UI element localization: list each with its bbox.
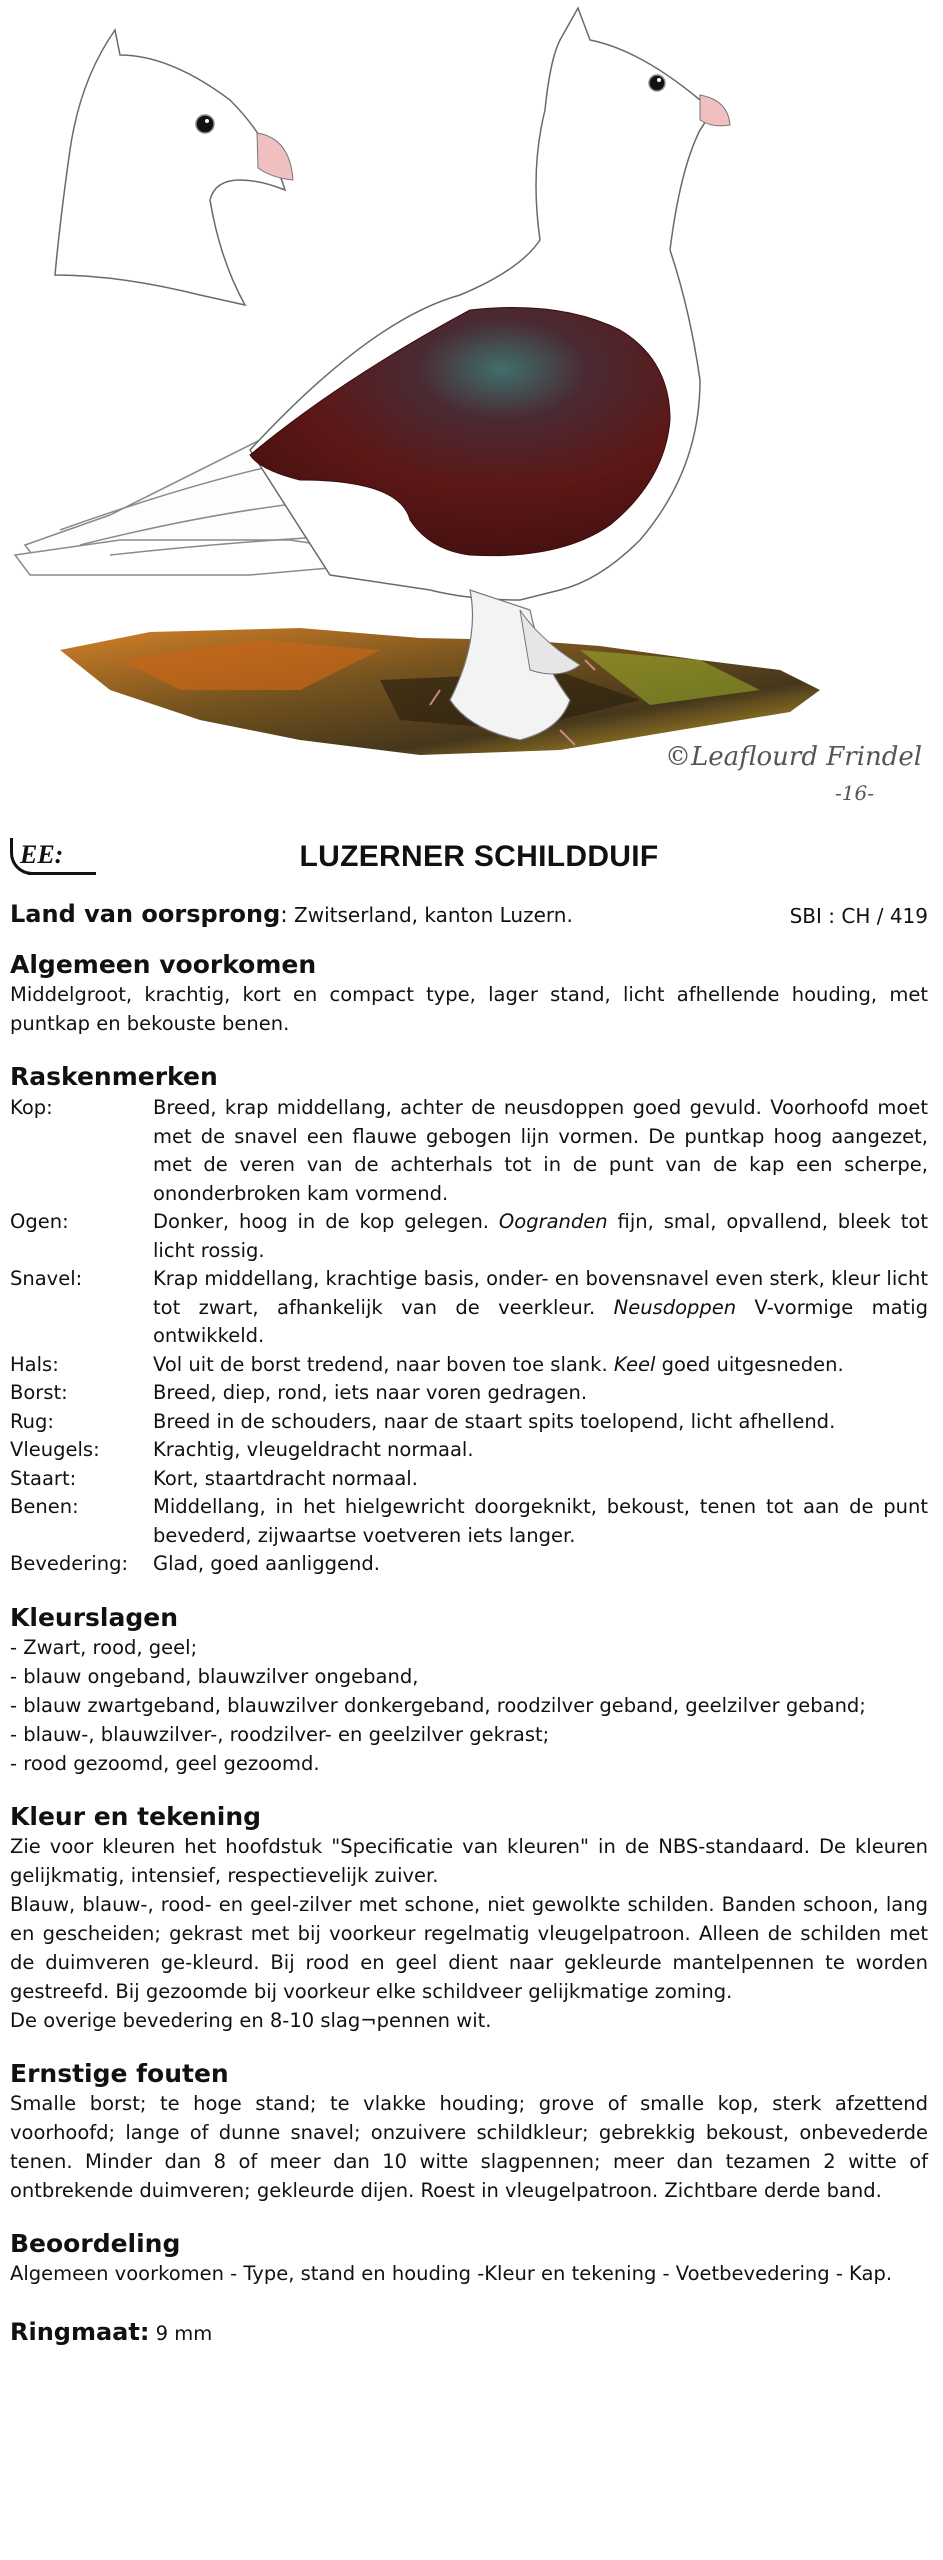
trait-value: Krachtig, vleugeldracht normaal. xyxy=(153,1438,474,1461)
trait-key: Borst: xyxy=(10,1381,68,1404)
sbi-code: SBI : CH / 419 xyxy=(789,904,928,928)
trait-row-bevedering xyxy=(10,1550,928,1579)
section-traits xyxy=(10,1062,928,1579)
trait-key: Kop: xyxy=(10,1096,53,1119)
section-faults xyxy=(10,2059,928,2205)
section-text: Algemeen voorkomen - Type, stand en houding -Kleur en tekening - Voetbevedering - Kap. xyxy=(10,2261,893,2285)
breed-standard-page xyxy=(10,832,928,2346)
color-list-item: - blauw-, blauwzilver-, roodzilver- en geelzilver gekrast; xyxy=(10,1722,550,1746)
section-heading: Algemeen voorkomen xyxy=(10,950,317,979)
trait-value-text: Donker, hoog in de kop gelegen. xyxy=(153,1210,499,1233)
origin-separator: : xyxy=(280,903,288,928)
trait-value-text: Vol uit de borst tredend, naar boven toe slank. xyxy=(153,1352,614,1376)
color-list xyxy=(10,1633,928,1778)
trait-key: Vleugels: xyxy=(10,1438,100,1461)
section-text: Middelgroot, krachtig, kort en compact type, lager stand, licht afhellende houding, met puntkap en bekouste benen. xyxy=(10,983,928,1035)
trait-row-vleugels xyxy=(10,1436,928,1465)
trait-value: Middellang, in het hielgewricht doorgeknikt, bekoust, tenen tot aan de punt bevederd, zijwaartse voetveren iets langer. xyxy=(153,1495,928,1547)
section-judging xyxy=(10,2229,928,2288)
section-paragraph: De overige bevedering en 8-10 slag¬pennen wit. xyxy=(10,2008,492,2032)
trait-row-benen xyxy=(10,1493,928,1550)
origin-row xyxy=(10,900,928,940)
trait-value-text: V-vormige matig ontwikkeld. xyxy=(153,1295,928,1347)
trait-row-ogen xyxy=(10,1208,928,1265)
trait-key: Rug: xyxy=(10,1409,54,1433)
trait-row-staart xyxy=(10,1465,928,1494)
trait-value-text: goed uitgesneden. xyxy=(655,1352,844,1376)
section-marking xyxy=(10,1802,928,2035)
trait-key: Snavel: xyxy=(10,1267,83,1290)
trait-key: Hals: xyxy=(10,1352,59,1376)
section-heading: Ernstige fouten xyxy=(10,2058,229,2088)
section-colors xyxy=(10,1603,928,1778)
color-list-item: - blauw ongeband, blauwzilver ongeband, xyxy=(10,1664,419,1688)
traits-table xyxy=(10,1094,928,1579)
section-text: Smalle borst; te hoge stand; te vlakke houding; grove of smalle kop, sterk afzettend voorhoofd; lange of dunne snavel; onzuivere schildkleur; gebrekkig bekoust, onbevederde tenen. Minder dan 8 of meer dan 10 witte slagpennen; meer dan tezamen 2 witte of ontbrekende duimveren; gekleurde dijen. Roest in vleugelpatroon. Zichtbare derde band. xyxy=(10,2091,928,2202)
ring-size-value: 9 mm xyxy=(149,2321,213,2345)
artist-signature-year: -16- xyxy=(835,781,874,805)
section-paragraph: Blauw, blauw-, rood- en geel-zilver met schone, niet gewolkte schilden. Banden schoon, lang en gescheiden; gekrast met bij voorkeur regelmatig vleugelpatroon. Alleen de schilden met de duimveren ge-kleurd. Bij rood en geel dient naar gekleurde mantelpennen te worden gestreefd. Bij gezoomde bij voorkeur elke schildveer gelijkmatige zoming. xyxy=(10,1892,928,2003)
trait-key: Staart: xyxy=(10,1466,77,1490)
trait-row-snavel xyxy=(10,1265,928,1351)
title-row xyxy=(10,832,928,892)
page-title: LUZERNER SCHILDDUIF xyxy=(299,840,659,873)
section-heading: Raskenmerken xyxy=(10,1062,218,1091)
section-heading: Kleur en tekening xyxy=(10,1801,262,1831)
trait-value-term: Oogranden xyxy=(498,1210,608,1233)
trait-key: Ogen: xyxy=(10,1210,69,1233)
trait-row-hals xyxy=(10,1351,928,1380)
ee-logo-text: EE: xyxy=(20,840,64,869)
trait-value-text: Krap middellang, krachtige basis, onder- en bovensnavel even sterk, kleur licht tot zwart, afhankelijk van de veerkleur. xyxy=(153,1267,928,1319)
trait-value-term: Neusdoppen xyxy=(613,1295,737,1319)
trait-row-borst xyxy=(10,1379,928,1408)
trait-row-rug xyxy=(10,1408,928,1437)
color-list-item: - rood gezoomd, geel gezoomd. xyxy=(10,1751,320,1775)
trait-key: Bevedering: xyxy=(10,1552,129,1575)
ring-size-label: Ringmaat: xyxy=(10,2317,150,2346)
trait-key: Benen: xyxy=(10,1495,79,1518)
trait-value-term: Keel xyxy=(613,1352,656,1376)
artist-signature: ©Leaflourd Frindel xyxy=(665,742,923,772)
pigeon-head-inset xyxy=(55,30,293,305)
trait-value: Breed in de schouders, naar de staart spits toelopend, licht afhellend. xyxy=(153,1409,836,1433)
color-list-item: - blauw zwartgeband, blauwzilver donkergeband, roodzilver geband, geelzilver geband; xyxy=(10,1693,866,1717)
trait-value xyxy=(153,1351,928,1380)
section-general xyxy=(10,950,928,1038)
origin-label: Land van oorsprong xyxy=(10,900,281,928)
section-heading: Beoordeling xyxy=(10,2228,181,2258)
trait-value: Glad, goed aanliggend. xyxy=(153,1552,380,1575)
trait-value xyxy=(153,1208,928,1265)
trait-value xyxy=(153,1265,928,1351)
section-heading: Kleurslagen xyxy=(10,1602,178,1632)
trait-value-text: fijn, smal, opvallend, bleek tot licht rossig. xyxy=(153,1210,929,1262)
trait-value: Kort, staartdracht normaal. xyxy=(153,1466,418,1490)
ring-size xyxy=(10,2318,928,2346)
origin-value: Zwitserland, kanton Luzern. xyxy=(287,903,573,927)
pigeon-illustration xyxy=(0,0,943,815)
trait-row-kop xyxy=(10,1094,928,1208)
trait-value: Breed, diep, rond, iets naar voren gedragen. xyxy=(153,1381,588,1404)
trait-value: Breed, krap middellang, achter de neusdoppen goed gevuld. Voorhoofd moet met de snavel een flauwe gebogen lijn vormen. De puntkap hoog aangezet, met de veren van de achterhals tot in de punt van de kap een scherpe, ononderbroken kam vormend. xyxy=(153,1096,928,1205)
section-paragraph: Zie voor kleuren het hoofdstuk "Specificatie van kleuren" in de NBS-standaard. De kleuren gelijkmatig, intensief, respectievelijk zuiver. xyxy=(10,1834,928,1887)
color-list-item: - Zwart, rood, geel; xyxy=(10,1635,198,1659)
